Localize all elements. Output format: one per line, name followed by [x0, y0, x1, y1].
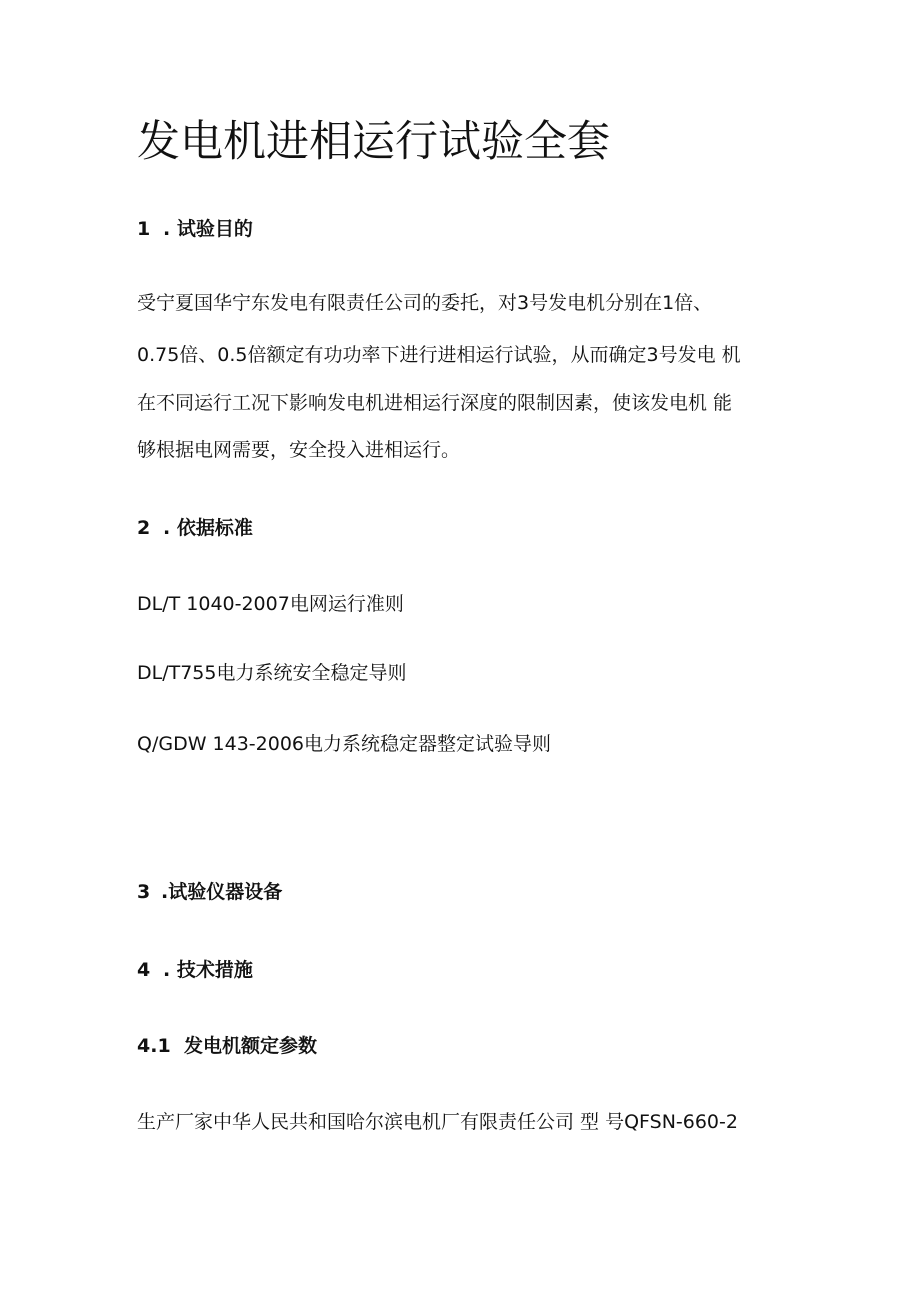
document-title: 发电机进相运行试验全套 — [137, 117, 610, 167]
section-heading-instruments — [137, 878, 282, 906]
standard-item: Q/GDW 143-2006电力系统稳定器整定试验导则 — [137, 733, 552, 755]
purpose-line-2: 0.75倍、0.5倍额定有功功率下进行进相运行试验，从而确定3号发电 机 — [137, 344, 741, 366]
standard-item: DL/T 1040-2007电网运行准则 — [137, 593, 404, 615]
section-number: 4.1 — [137, 1035, 171, 1057]
section-title: . 技术措施 — [163, 959, 253, 981]
purpose-line-1: 受宁夏国华宁东发电有限责任公司的委托，对3号发电机分别在1倍、 — [137, 292, 713, 314]
section-title: .试验仪器设备 — [161, 881, 283, 903]
section-heading-technical-measures — [137, 956, 253, 984]
section-number: 2 — [137, 517, 151, 539]
section-number: 1 — [137, 218, 151, 240]
section-title: . 依据标准 — [163, 517, 253, 539]
purpose-line-3: 在不同运行工况下影响发电机进相运行深度的限制因素，使该发电机 能 — [137, 392, 733, 414]
subsection-heading-generator-ratings — [137, 1032, 317, 1060]
purpose-line-4: 够根据电网需要，安全投入进相运行。 — [137, 439, 461, 461]
section-title: 发电机额定参数 — [184, 1035, 318, 1057]
generator-params-line: 生产厂家中华人民共和国哈尔滨电机厂有限责任公司 型 号QFSN-660-2 — [137, 1111, 738, 1133]
section-title: . 试验目的 — [163, 218, 253, 240]
standard-item: DL/T755电力系统安全稳定导则 — [137, 662, 407, 684]
section-number: 4 — [137, 959, 151, 981]
section-number: 3 — [137, 881, 151, 903]
section-heading-purpose — [137, 215, 253, 243]
section-heading-standards — [137, 514, 253, 542]
